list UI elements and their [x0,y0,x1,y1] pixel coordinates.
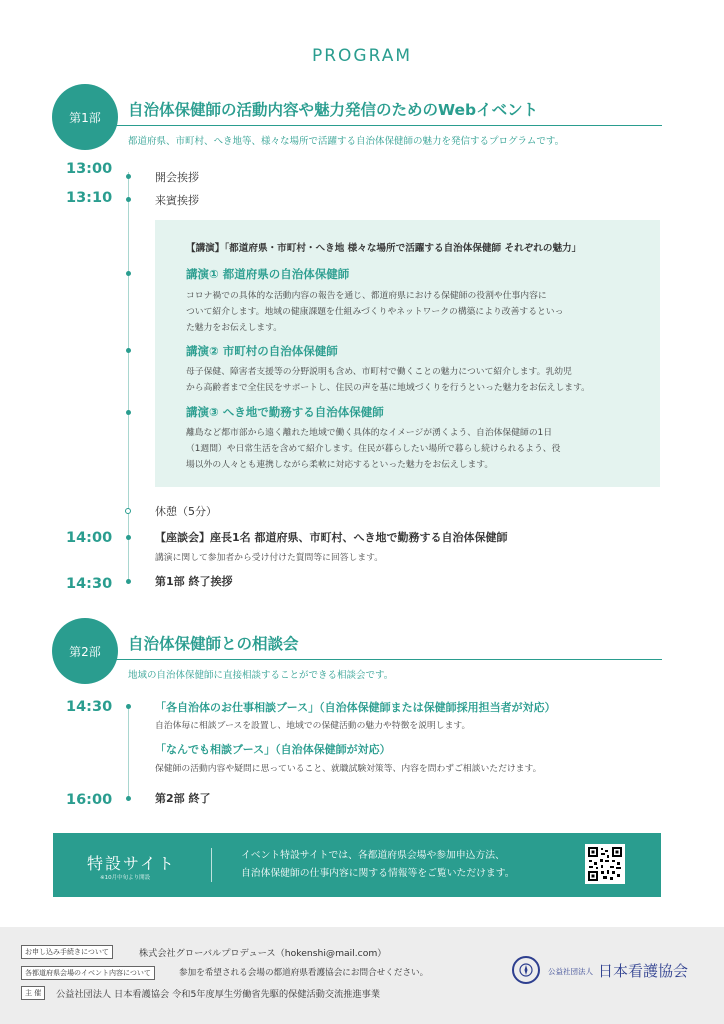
timeline-line [128,706,129,798]
lecture-desc-line: から高齢者まで全住民をサポートし、住民の声を基に地域づくりを行うといった魅力をお伝えします。 [186,383,590,393]
part2-description: 地域の自治体保健師に直接相談することができる相談会です。 [128,670,394,681]
lecture-desc-line: コロナ禍での具体的な活動内容の報告を通じ、都道府県における保健師の役割や仕事内容に [186,291,547,301]
footer-label: 各都道府県会場のイベント内容について [21,966,155,980]
lecture-title: 講演② 市町村の自治体保健師 [186,344,338,358]
special-site-title: 特設サイト [87,854,176,873]
logo-small-text: 公益社団法人 [548,967,593,976]
part2-title: 自治体保健師との相談会 [128,635,299,653]
site-divider [211,848,212,882]
session-note: 講演に関して参加者から受け付けた質問等に回答します。 [155,553,384,563]
lecture-desc-line: た魅力をお伝えします。 [186,323,283,333]
logo-name: 日本看護協会 [598,962,689,980]
end-item: 第2部 終了 [155,792,211,805]
special-site-text: イベント特設サイトでは、各都道府県会場や参加申込方法、 [241,850,505,861]
footer-label: お申し込み手続きについて [21,945,113,959]
association-logo-icon [512,956,540,984]
timeline-dot-hollow [125,508,131,514]
qr-code-icon[interactable] [585,844,625,884]
time-label: 14:00 [66,530,113,546]
timeline-dot [126,271,131,276]
part1-description: 都道府県、市町村、へき地等、様々な場所で活躍する自治体保健師の魅力を発信するプログラムです。 [128,136,565,147]
booth1-note: 自治体毎に相談ブースを設置し、地域での保健活動の魅力や特徴を説明します。 [155,721,471,731]
special-site-text: 自治体保健師の仕事内容に関する情報等をご覧いただけます。 [241,868,515,879]
booth2-label: 「なんでも相談ブース」（自治体保健師が対応） [155,743,391,756]
lecture-desc-line: （1週間）や日常生活を含めて紹介します。住民が暮らしたい場所で暮らし続けられるよう、役 [186,444,561,454]
timeline-dot [126,174,131,179]
lecture-heading: 【講演】「都道府県・市町村・へき地 様々な場所で活躍する自治体保健師 それぞれの魅力」 [186,243,582,254]
timeline-dot [126,535,131,540]
break-item: 休憩（5分） [155,505,217,518]
footer-text: 公益社団法人 日本看護協会 令和5年度厚生労働省先駆的保健活動交流推進事業 [56,989,381,1000]
part2-badge: 第2部 [52,618,118,684]
timeline-dot [126,410,131,415]
special-site-subtitle: ※10月中旬より開設 [100,875,151,881]
end-item: 第1部 終了挨拶 [155,575,233,588]
lecture-desc-line: ついて紹介します。地域の健康課題を仕組みづくりやネットワークの構築により改善するといっ [186,307,564,317]
lecture-desc-line: 母子保健、障害者支援等の分野説明も含め、市町村で働くことの魅力について紹介します。乳幼児 [186,367,572,377]
timeline-dot [126,796,131,801]
timeline-line [128,172,129,584]
timeline-dot [126,197,131,202]
part1-rule [112,125,662,126]
timeline-dot [126,579,131,584]
part1-title: 自治体保健師の活動内容や魅力発信のためのWebイベント [128,101,539,119]
part1-badge: 第1部 [52,84,118,150]
booth2-note: 保健師の活動内容や疑問に思っていること、就職試験対策等、内容を問わずご相談いただけます。 [155,764,542,774]
footer-text: 株式会社グローバルプロデュース（hokenshi@mail.com） [139,948,387,959]
timeline-dot [126,348,131,353]
time-label: 14:30 [66,699,113,715]
time-label: 13:10 [66,190,113,206]
timeline-dot [126,704,131,709]
session-item: 【座談会】座長1名 都道府県、市町村、へき地で勤務する自治体保健師 [155,531,508,544]
lecture-desc-line: 離島など都市部から遠く離れた地域で働く具体的なイメージが湧くよう、自治体保健師の1日 [186,428,553,438]
booth1-label: 「各自治体のお仕事相談ブース」（自治体保健師または保健師採用担当者が対応） [155,701,556,714]
program-title: PROGRAM [311,46,413,66]
time-label: 13:00 [66,161,113,177]
schedule-item: 開会挨拶 [155,171,199,184]
lecture-desc-line: 場以外の人々とも連携しながら柔軟に対応するといった魅力をお伝えします。 [186,460,494,470]
time-label: 14:30 [66,576,113,592]
time-label: 16:00 [66,792,113,808]
footer-text: 参加を希望される会場の都道府県看護協会にお問合せください。 [179,968,429,978]
lecture-title: 講演① 都道府県の自治体保健師 [186,267,350,281]
footer-label: 主 催 [21,986,45,1000]
schedule-item: 来賓挨拶 [155,194,199,207]
part2-rule [112,659,662,660]
lecture-title: 講演③ へき地で勤務する自治体保健師 [186,405,384,419]
